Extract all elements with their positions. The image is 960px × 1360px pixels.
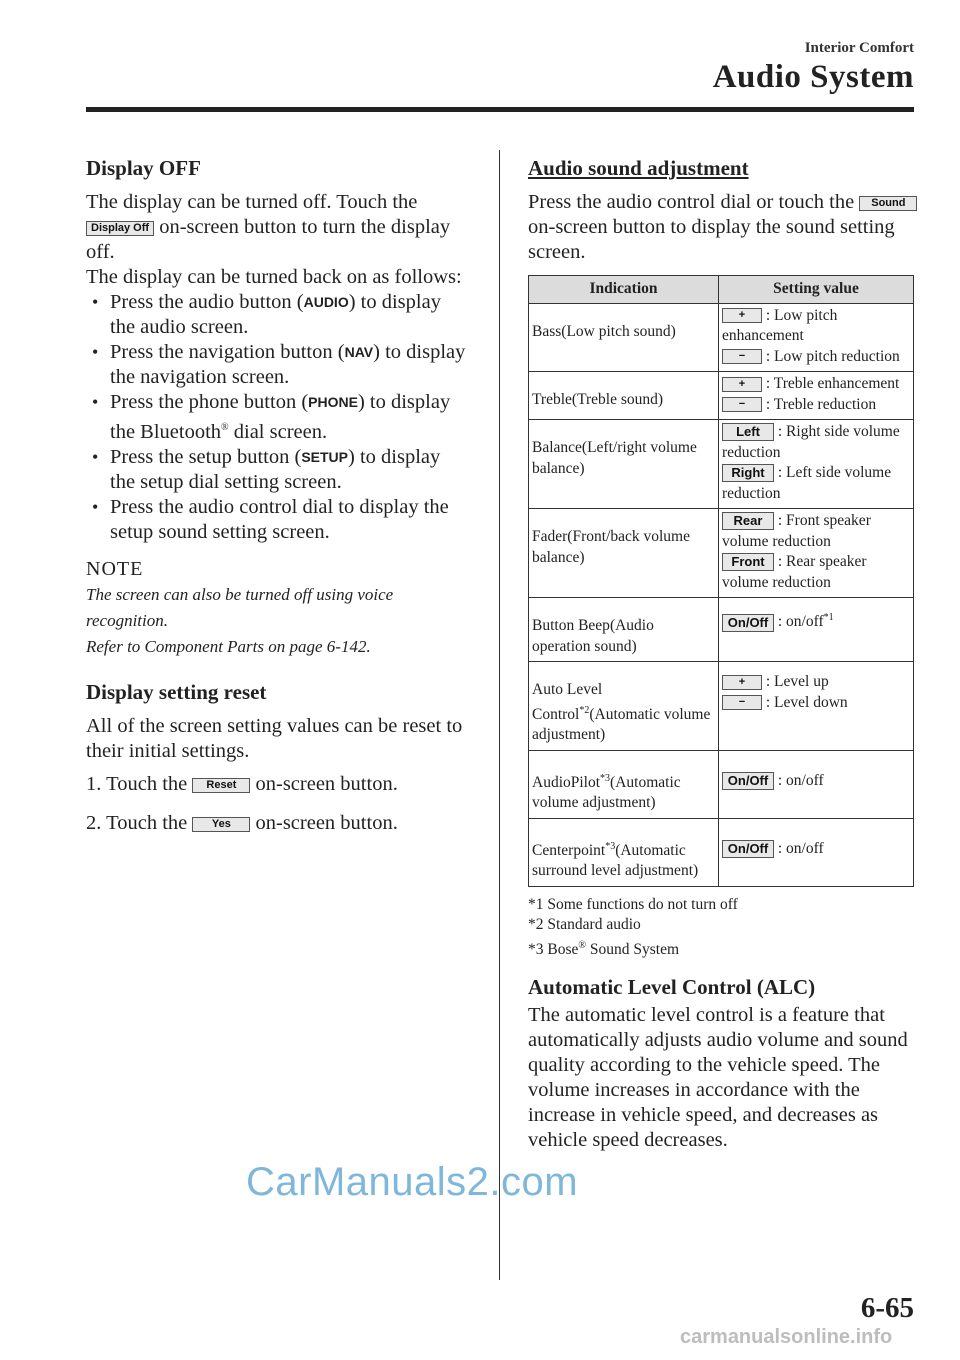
list-item: • Press the setup button (SETUP) to display the setup dial setting screen. xyxy=(86,445,466,495)
note-line-1: The screen can also be turned off using voice recognition. xyxy=(86,584,394,630)
table-header-row xyxy=(529,276,914,304)
list-item: 1. Touch the Reset on-screen button. xyxy=(86,772,398,795)
plus-icon: + xyxy=(722,675,762,690)
alc-paragraph: The automatic level control is a feature that automatically adjusts audio volume and sound quality according to the vehicle speed. The volume increases in accordance with the increase in vehicle speed, and decreases as vehicle speed decreases. xyxy=(528,1003,908,1151)
on-off-button-icon: On/Off xyxy=(722,614,774,632)
audio-sound-heading: Audio sound adjustment xyxy=(528,156,749,180)
indication-cell: Button Beep(Audio operation sound) xyxy=(529,598,719,662)
reset-steps xyxy=(86,772,466,836)
setting-cell: On/Off : on/off$^{*1}$ xyxy=(719,598,914,662)
note-title: NOTE xyxy=(86,557,144,580)
setting-cell: + : Level up − : Level down xyxy=(719,662,914,751)
column-header: Indication xyxy=(529,276,719,304)
minus-icon: − xyxy=(722,695,762,710)
table-row xyxy=(529,662,914,751)
audio-sound-intro: Press the audio control dial or touch the Sound on-screen button to display the sound setting screen. xyxy=(528,190,918,265)
page-number: 6-65 xyxy=(860,1292,914,1324)
display-off-text-post: on-screen button to turn the display off. xyxy=(86,216,451,263)
column-header: Setting value xyxy=(719,276,914,304)
minus-icon: − xyxy=(722,397,762,412)
footnote-2: *2 Standard audio xyxy=(528,916,641,934)
indication-cell: Bass(Low pitch sound) xyxy=(529,303,719,372)
sound-button-icon: Sound xyxy=(859,196,917,211)
display-on-list xyxy=(86,290,466,545)
footer-watermark: carmanualsonline.info xyxy=(680,1326,893,1348)
plus-icon: + xyxy=(722,377,762,392)
column-divider xyxy=(499,150,500,1280)
setting-cell: Left : Right side volume reduction Right : Left side volume reduction xyxy=(719,420,914,509)
indication-cell: AudioPilot$^{*3}$(Automatic volume adjustment) xyxy=(529,750,719,818)
nav-key-icon: NAV xyxy=(344,344,374,360)
rear-button-icon: Rear xyxy=(722,512,774,530)
table-row xyxy=(529,598,914,662)
left-column xyxy=(86,154,466,850)
list-item: • Press the audio button (AUDIO) to display the audio screen. xyxy=(86,290,466,340)
indication-cell: Centerpoint$^{*3}$(Automatic surround level adjustment) xyxy=(529,818,719,886)
setting-cell: On/Off : on/off xyxy=(719,750,914,818)
list-item: • Press the phone button (PHONE) to display the Bluetooth® dial screen. xyxy=(86,390,466,445)
page-title: Audio System xyxy=(712,59,914,95)
indication-cell: Fader(Front/back volume balance) xyxy=(529,509,719,598)
page-header xyxy=(713,40,914,96)
on-off-button-icon: On/Off xyxy=(722,772,774,790)
on-off-button-icon: On/Off xyxy=(722,840,774,858)
list-item: • Press the audio control dial to display the setup sound setting screen. xyxy=(86,495,466,545)
table-row xyxy=(529,818,914,886)
setting-cell: On/Off : on/off xyxy=(719,818,914,886)
footnotes xyxy=(528,895,918,961)
display-off-heading: Display OFF xyxy=(86,156,201,180)
indication-cell: Treble(Treble sound) xyxy=(529,372,719,420)
phone-key-icon: PHONE xyxy=(308,394,358,410)
display-off-text-pre: The display can be turned off. Touch the xyxy=(86,191,418,213)
footnote-3: *3 Bose® Sound System xyxy=(528,939,679,959)
header-rule xyxy=(86,107,914,112)
reset-heading: Display setting reset xyxy=(86,679,267,704)
sound-settings-table xyxy=(528,275,914,887)
display-off-paragraph xyxy=(86,190,466,265)
table-row xyxy=(529,750,914,818)
reset-button-icon: Reset xyxy=(192,778,250,793)
setup-key-icon: SETUP xyxy=(301,448,349,465)
list-item: • Press the navigation button (NAV) to display the navigation screen. xyxy=(86,340,466,390)
alc-heading: Automatic Level Control (ALC) xyxy=(528,974,816,999)
right-column xyxy=(528,154,918,1153)
right-button-icon: Right xyxy=(722,464,774,482)
display-on-paragraph: The display can be turned back on as follows: xyxy=(86,266,462,288)
reset-paragraph: All of the screen setting values can be reset to their initial settings. xyxy=(86,714,463,762)
indication-cell: Auto Level Control$^{*2}$(Automatic volume adjustment) xyxy=(529,662,719,751)
plus-icon: + xyxy=(722,308,762,323)
watermark: CarManuals2.com xyxy=(246,1160,579,1204)
list-item: 2. Touch the Yes on-screen button. xyxy=(86,811,398,834)
display-off-button-icon: Display Off xyxy=(86,221,154,236)
setting-cell: + : Treble enhancement − : Treble reduction xyxy=(719,372,914,420)
minus-icon: − xyxy=(722,349,762,364)
yes-button-icon: Yes xyxy=(192,817,250,832)
table-row xyxy=(529,303,914,372)
table-row xyxy=(529,509,914,598)
footnote-1: *1 Some functions do not turn off xyxy=(528,895,738,913)
section-label: Interior Comfort xyxy=(804,40,914,56)
front-button-icon: Front xyxy=(722,553,774,571)
table-row xyxy=(529,372,914,420)
note-line-2: Refer to Component Parts on page 6-142. xyxy=(86,636,371,656)
left-button-icon: Left xyxy=(722,423,774,441)
setting-cell: + : Low pitch enhancement − : Low pitch reduction xyxy=(719,303,914,372)
indication-cell: Balance(Left/right volume balance) xyxy=(529,420,719,509)
setting-cell: Rear : Front speaker volume reduction Front : Rear speaker volume reduction xyxy=(719,509,914,598)
table-row xyxy=(529,420,914,509)
audio-key-icon: AUDIO xyxy=(303,294,349,310)
